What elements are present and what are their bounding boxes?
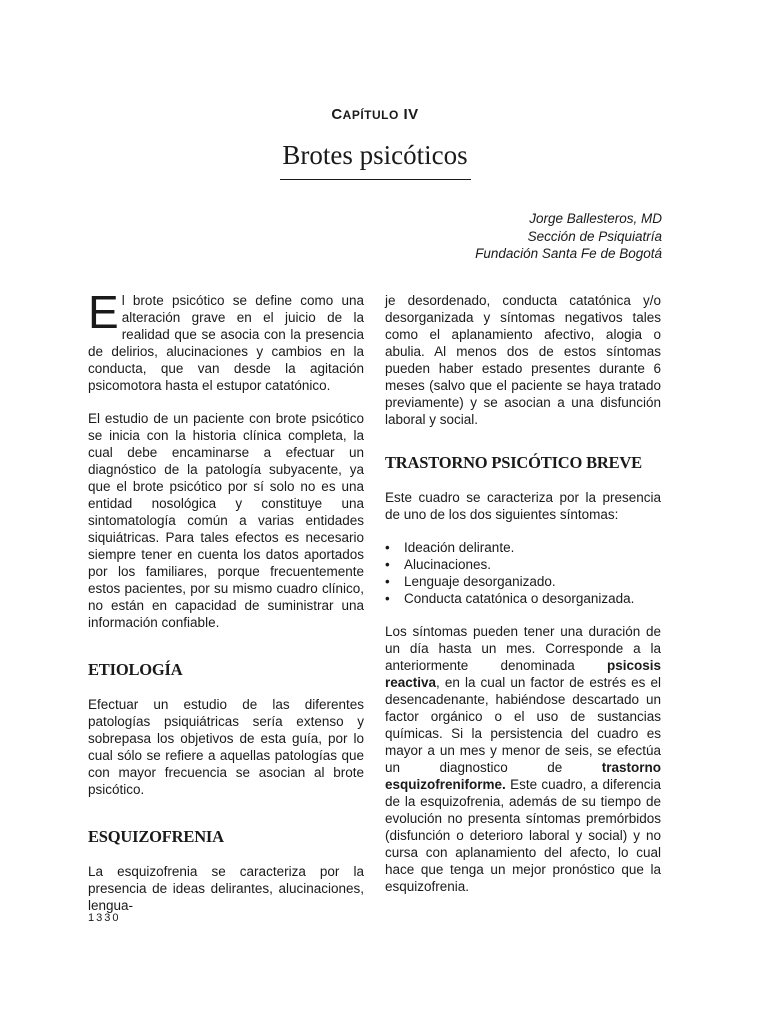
- list-item: [385, 590, 661, 607]
- study-paragraph: El estudio de un paciente con brote psicótico se inicia con la historia clínica completa, la cual debe encaminarse a efectuar un diagnóstico de la patología subyacente, ya que el brote psicótico por sí solo no es una entidad nosológica y constituye una sintomatología común a varias entidades siquiátricas. Para tales efectos es necesario siempre tener en cuenta los datos aportados por los familiares, porque frecuentemente estos pacientes, por su mismo cuadro clínico, no están en capacidad de suministrar una información confiable.: [88, 411, 364, 630]
- page-number: 1330: [88, 912, 121, 924]
- duration-paragraph: [385, 623, 661, 895]
- list-item: [385, 556, 661, 573]
- symptom-text: Alucinaciones.: [404, 557, 492, 572]
- title-divider: [280, 179, 471, 180]
- left-column: [88, 286, 364, 930]
- author-block: [475, 210, 662, 263]
- symptom-list: [385, 539, 661, 607]
- bullet-icon: •: [385, 591, 390, 606]
- psicosis-reactiva-term: psicosis reactiva: [385, 658, 661, 690]
- intro-paragraph: [88, 286, 364, 394]
- list-item: [385, 573, 661, 590]
- intro-text: l brote psicótico se define como una alteración grave en el juicio de la realidad que se asocia con la presencia de delirios, alucinaciones y cambios en la conducta, que van desde la agitación psicomotora hasta el estupor catatónico.: [88, 293, 364, 393]
- chapter-number: IV: [403, 106, 419, 123]
- chapter-label-small: APÍTULO: [342, 108, 399, 122]
- chapter-label: [0, 106, 750, 123]
- chapter-title: Brotes psicóticos: [282, 140, 468, 170]
- duration-text-c: Este cuadro, a diferencia de la esquizofrenia, además de su tiempo de evolución no presenta síntomas premórbidos (disfunción o deterioro laboral y social) y no cursa con aplanamiento del afecto, lo cual hace que tenga un mejor pronóstico que la esquizofrenia.: [385, 777, 661, 894]
- trastorno-esquizofreniforme-term: trastorno esquizofreniforme.: [385, 760, 661, 792]
- trastorno-heading: TRASTORNO PSICÓTICO BREVE: [385, 453, 642, 472]
- author-name: Jorge Ballesteros, MD: [529, 211, 662, 226]
- author-department: Sección de Psiquiatría: [527, 228, 662, 244]
- bullet-icon: •: [385, 557, 390, 572]
- chapter-label-cap: C: [331, 106, 343, 123]
- esquizofrenia-paragraph: La esquizofrenia se caracteriza por la presencia de ideas delirantes, alucinaciones, lengua-: [88, 864, 364, 913]
- list-item: [385, 539, 661, 556]
- etiologia-heading: ETIOLOGÍA: [88, 660, 183, 679]
- symptom-text: Conducta catatónica o desorganizada.: [404, 591, 635, 606]
- bullet-icon: •: [385, 540, 390, 555]
- duration-text-b: , en la cual un factor de estrés es el desencadenante, habiéndose descartado un factor orgánico o el uso de sustancias químicas. Si la persistencia del cuadro es mayor a un mes y menor de seis, se efectúa un diagnostico de: [385, 675, 661, 775]
- trastorno-paragraph: Este cuadro se caracteriza por la presencia de uno de los dos siguientes síntomas:: [385, 490, 661, 522]
- symptom-text: Lenguaje desorganizado.: [404, 574, 556, 589]
- symptom-text: Ideación delirante.: [404, 540, 515, 555]
- right-column: [385, 292, 661, 911]
- esquizofrenia-continued-paragraph: je desordenado, conducta catatónica y/o desorganizada y síntomas negativos tales como el aplanamiento afectivo, alogia o abulia. Al menos dos de estos síntomas pueden haber estado presentes durante 6 meses (salvo que el paciente se haya tratado previamente) y se asocian a una disfunción laboral y social.: [385, 293, 661, 427]
- author-institution: Fundación Santa Fe de Bogotá: [475, 246, 662, 261]
- drop-cap: E: [88, 286, 119, 338]
- etiologia-paragraph: Efectuar un estudio de las diferentes patologías psiquiátricas sería extenso y sobrepasa los objetivos de esta guía, por lo cual sólo se refiere a aquellas patologías que con mayor frecuencia se asocian al brote psicótico.: [88, 697, 364, 797]
- duration-text-a: Los síntomas pueden tener una duración de un día hasta un mes. Corresponde a la anteriormente denominada: [385, 624, 661, 673]
- bullet-icon: •: [385, 574, 390, 589]
- esquizofrenia-heading: ESQUIZOFRENIA: [88, 827, 224, 846]
